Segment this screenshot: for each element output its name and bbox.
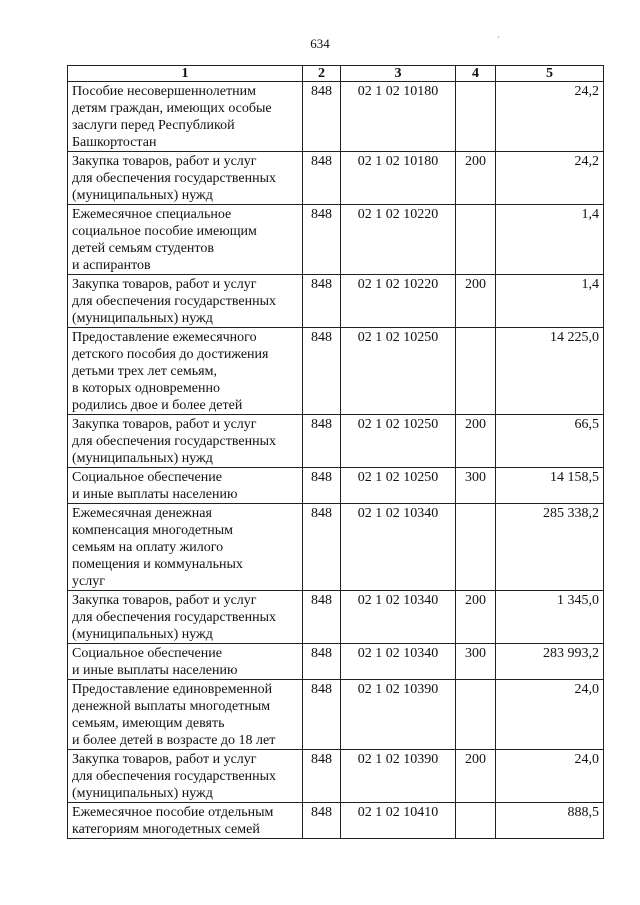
header-col-3: 3 <box>341 66 456 82</box>
table-row <box>68 680 604 750</box>
row-type: 200 <box>456 591 496 644</box>
row-name: Закупка товаров, работ и услуг для обеспечения государственных (муниципальных) нужд <box>68 750 303 803</box>
row-article: 02 1 02 10250 <box>341 328 456 415</box>
table-row <box>68 468 604 504</box>
row-amount: 24,0 <box>496 750 604 803</box>
row-article: 02 1 02 10410 <box>341 803 456 839</box>
row-code: 848 <box>303 644 341 680</box>
budget-table <box>67 65 604 839</box>
row-code: 848 <box>303 750 341 803</box>
row-article: 02 1 02 10180 <box>341 82 456 152</box>
row-name: Ежемесячное пособие отдельным категориям многодетных семей <box>68 803 303 839</box>
row-article: 02 1 02 10390 <box>341 680 456 750</box>
row-article: 02 1 02 10340 <box>341 644 456 680</box>
row-type <box>456 803 496 839</box>
row-name: Ежемесячная денежная компенсация многодетным семьям на оплату жилого помещения и коммунальных услуг <box>68 504 303 591</box>
row-type <box>456 82 496 152</box>
row-article: 02 1 02 10220 <box>341 275 456 328</box>
row-code: 848 <box>303 275 341 328</box>
row-type <box>456 504 496 591</box>
table-row <box>68 803 604 839</box>
row-amount: 66,5 <box>496 415 604 468</box>
table-row <box>68 275 604 328</box>
header-row <box>68 66 604 82</box>
row-code: 848 <box>303 328 341 415</box>
row-amount: 285 338,2 <box>496 504 604 591</box>
row-article: 02 1 02 10250 <box>341 415 456 468</box>
row-name: Предоставление ежемесячного детского пособия до достижения детьми трех лет семьям, в которых одновременно родились двое и более детей <box>68 328 303 415</box>
page-number: 634 <box>310 36 330 51</box>
row-code: 848 <box>303 803 341 839</box>
header-col-2: 2 <box>303 66 341 82</box>
row-name: Социальное обеспечение и иные выплаты населению <box>68 644 303 680</box>
row-article: 02 1 02 10340 <box>341 591 456 644</box>
row-name: Закупка товаров, работ и услуг для обеспечения государственных (муниципальных) нужд <box>68 275 303 328</box>
header-col-1: 1 <box>68 66 303 82</box>
row-code: 848 <box>303 591 341 644</box>
row-code: 848 <box>303 504 341 591</box>
table-row <box>68 328 604 415</box>
row-code: 848 <box>303 415 341 468</box>
row-type: 200 <box>456 750 496 803</box>
row-article: 02 1 02 10250 <box>341 468 456 504</box>
row-amount: 24,2 <box>496 82 604 152</box>
table-row <box>68 205 604 275</box>
row-article: 02 1 02 10220 <box>341 205 456 275</box>
row-amount: 14 158,5 <box>496 468 604 504</box>
row-code: 848 <box>303 152 341 205</box>
row-name: Пособие несовершеннолетним детям граждан, имеющих особые заслуги перед Республикой Башкортостан <box>68 82 303 152</box>
header-col-4: 4 <box>456 66 496 82</box>
row-type <box>456 205 496 275</box>
row-name: Социальное обеспечение и иные выплаты населению <box>68 468 303 504</box>
row-article: 02 1 02 10390 <box>341 750 456 803</box>
row-amount: 1,4 <box>496 205 604 275</box>
table-row <box>68 152 604 205</box>
row-amount: 14 225,0 <box>496 328 604 415</box>
row-article: 02 1 02 10180 <box>341 152 456 205</box>
table-row <box>68 750 604 803</box>
row-type: 200 <box>456 152 496 205</box>
row-type <box>456 328 496 415</box>
table-row <box>68 591 604 644</box>
row-code: 848 <box>303 680 341 750</box>
header-col-5: 5 <box>496 66 604 82</box>
table-row <box>68 415 604 468</box>
row-amount: 24,2 <box>496 152 604 205</box>
row-type <box>456 680 496 750</box>
row-type: 200 <box>456 275 496 328</box>
row-amount: 283 993,2 <box>496 644 604 680</box>
row-amount: 1,4 <box>496 275 604 328</box>
row-code: 848 <box>303 82 341 152</box>
row-name: Закупка товаров, работ и услуг для обеспечения государственных (муниципальных) нужд <box>68 415 303 468</box>
row-type: 200 <box>456 415 496 468</box>
table-row <box>68 504 604 591</box>
row-name: Ежемесячное специальное социальное пособие имеющим детей семьям студентов и аспирантов <box>68 205 303 275</box>
scan-dot: · <box>497 33 500 42</box>
row-name: Закупка товаров, работ и услуг для обеспечения государственных (муниципальных) нужд <box>68 591 303 644</box>
row-type: 300 <box>456 644 496 680</box>
row-amount: 888,5 <box>496 803 604 839</box>
table-row <box>68 644 604 680</box>
row-article: 02 1 02 10340 <box>341 504 456 591</box>
row-amount: 24,0 <box>496 680 604 750</box>
row-name: Закупка товаров, работ и услуг для обеспечения государственных (муниципальных) нужд <box>68 152 303 205</box>
row-amount: 1 345,0 <box>496 591 604 644</box>
row-code: 848 <box>303 468 341 504</box>
row-name: Предоставление единовременной денежной выплаты многодетным семьям, имеющим девять и более детей в возрасте до 18 лет <box>68 680 303 750</box>
table-row <box>68 82 604 152</box>
row-type: 300 <box>456 468 496 504</box>
row-code: 848 <box>303 205 341 275</box>
